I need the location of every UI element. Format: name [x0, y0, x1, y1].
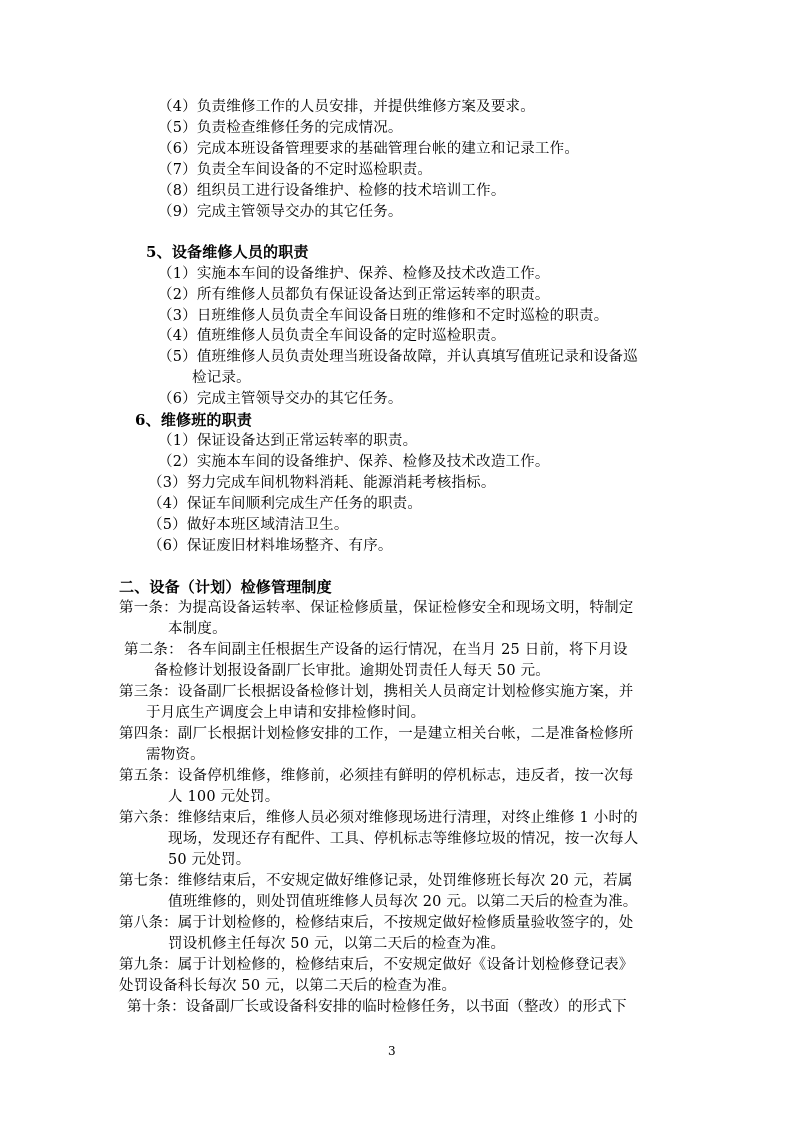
article-line: 第六条：维修结束后，维修人员必须对维修现场进行清理，对终止维修 1 小时的: [119, 810, 638, 826]
list-item: （8）组织员工进行设备维护、检修的技术培训工作。: [158, 183, 506, 199]
list-item: （5）做好本班区域清洁卫生。: [148, 517, 349, 533]
list-item: （4）保证车间顺利完成生产任务的职责。: [148, 496, 423, 512]
list-item: （5）负责检查维修任务的完成情况。: [158, 120, 403, 136]
article-line: 第十条：设备副厂长或设备科安排的临时检修任务，以书面（整改）的形式下: [127, 999, 627, 1015]
list-item: （7）负责全车间设备的不定时巡检职责。: [158, 162, 433, 178]
article-line: 第五条：设备停机维修，维修前，必须挂有鲜明的停机标志，违反者，按一次每: [119, 768, 634, 784]
article-line: 值班维修的，则处罚值班维修人员每次 20 元。以第二天后的检查为准。: [168, 894, 638, 910]
list-item: （5）值班维修人员负责处理当班设备故障，并认真填写值班记录和设备巡: [158, 349, 638, 365]
article-line: 第二条： 各车间副主任根据生产设备的运行情况，在当月 25 日前，将下月设: [124, 642, 628, 658]
list-item: （1）保证设备达到正常运转率的职责。: [158, 433, 418, 449]
list-item: （2）实施本车间的设备维护、保养、检修及技术改造工作。: [158, 454, 550, 470]
article-line: 本制度。: [168, 621, 227, 637]
part-heading: 二、设备（计划）检修管理制度: [119, 578, 332, 596]
article-line: 现场，发现还存有配件、工具、停机标志等维修垃圾的情况，按一次每人: [168, 831, 639, 847]
list-item: （6）完成本班设备管理要求的基础管理台帐的建立和记录工作。: [158, 141, 580, 157]
article-line: 50 元处罚。: [168, 852, 251, 868]
article-line: 备检修计划报设备副厂长审批。逾期处罚责任人每天 50 元。: [154, 663, 550, 679]
article-line: 罚设机修主任每次 50 元，以第二天后的检查为准。: [168, 936, 506, 952]
article-line: 第八条：属于计划检修的，检修结束后，不按规定做好检修质量验收签字的，处: [119, 915, 634, 931]
article-line: 于月底生产调度会上申请和安排检修时间。: [146, 705, 426, 721]
article-line: 第一条：为提高设备运转率、保证检修质量，保证检修安全和现场文明，特制定: [119, 600, 634, 616]
article-line: 需物资。: [146, 747, 205, 763]
list-item: （2）所有维修人员都负有保证设备达到正常运转率的职责。: [158, 287, 550, 303]
list-item: （6）完成主管领导交办的其它任务。: [158, 391, 403, 407]
page-number: 3: [388, 1044, 396, 1058]
article-line: 第七条：维修结束后，不安规定做好维修记录，处罚维修班长每次 20 元，若属: [119, 873, 633, 889]
list-item: （9）完成主管领导交办的其它任务。: [158, 204, 403, 220]
list-item-continuation: 检记录。: [192, 370, 251, 386]
list-item: （1）实施本车间的设备维护、保养、检修及技术改造工作。: [158, 266, 550, 282]
list-item: （3）努力完成车间机物料消耗、能源消耗考核指标。: [148, 475, 496, 491]
list-item: （4）值班维修人员负责全车间设备的定时巡检职责。: [158, 328, 506, 344]
article-line: 第四条：副厂长根据计划检修安排的工作，一是建立相关台帐，二是准备检修所: [119, 726, 634, 742]
section-heading: 6、维修班的职责: [135, 411, 253, 429]
list-item: （4）负责维修工作的人员安排，并提供维修方案及要求。: [158, 99, 535, 115]
article-line: 处罚设备科长每次 50 元，以第二天后的检查为准。: [119, 978, 457, 994]
article-line: 第三条：设备副厂长根据设备检修计划，携相关人员商定计划检修实施方案，并: [119, 684, 634, 700]
article-line: 人 100 元处罚。: [168, 789, 280, 805]
list-item: （3）日班维修人员负责全车间设备日班的维修和不定时巡检的职责。: [158, 308, 609, 324]
list-item: （6）保证废旧材料堆场整齐、有序。: [148, 538, 393, 554]
section-heading: 5、设备维修人员的职责: [146, 243, 309, 261]
article-line: 第九条：属于计划检修的，检修结束后，不安规定做好《设备计划检修登记表》: [119, 957, 634, 973]
